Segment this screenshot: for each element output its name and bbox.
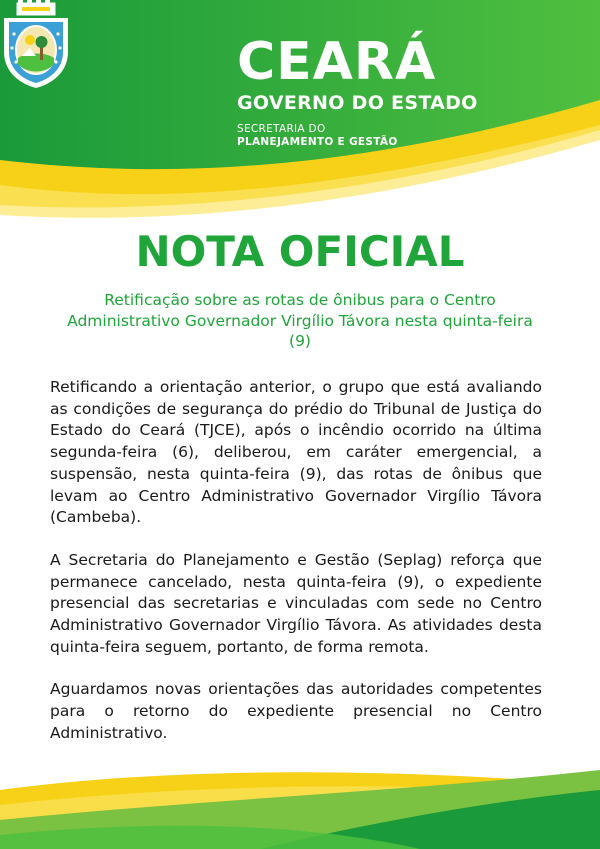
note-subtitle: Retificação sobre as rotas de ônibus para o Centro Administrativo Governador Virgílio Távora nesta quinta-feira (9) xyxy=(67,291,533,350)
page-title: NOTA OFICIAL xyxy=(135,227,465,276)
secretariat-line-1: SECRETARIA DO xyxy=(237,123,326,135)
paragraph-1: Retificando a orientação anterior, o grupo que está avaliando as condições de segurança do prédio do Tribunal de Justiça do Estado do Ceará (TJCE), após o incêndio ocorrido na última segunda-feira (6), deliberou, em caráter emergencial, a suspensão, nesta quinta-feira (9), das rotas de ônibus que levam ao Centro Administrativo Governador Virgílio Távora (Cambeba). xyxy=(50,378,542,527)
header-banner xyxy=(0,0,600,225)
ceara-coat-of-arms-icon xyxy=(0,0,72,90)
brand-block xyxy=(237,32,478,149)
brand-subtitle: GOVERNO DO ESTADO xyxy=(237,92,478,114)
footer-banner xyxy=(0,760,600,849)
footer-background xyxy=(0,760,600,849)
paragraph-3: Aguardamos novas orientações das autoridades competentes para o retorno do expediente presencial no Centro Administrativo. xyxy=(50,680,542,742)
secretariat-line-2: PLANEJAMENTO E GESTÃO xyxy=(237,136,398,148)
note-body xyxy=(50,377,542,766)
paragraph-2: A Secretaria do Planejamento e Gestão (Seplag) reforça que permanece cancelado, nesta quinta-feira (9), o expediente presencial das secretarias e vinculadas com sede no Centro Administrativo Governador Virgílio Távora. As atividades desta quinta-feira seguem, portanto, de forma remota. xyxy=(50,550,542,656)
brand-title: CEARÁ xyxy=(237,32,437,92)
